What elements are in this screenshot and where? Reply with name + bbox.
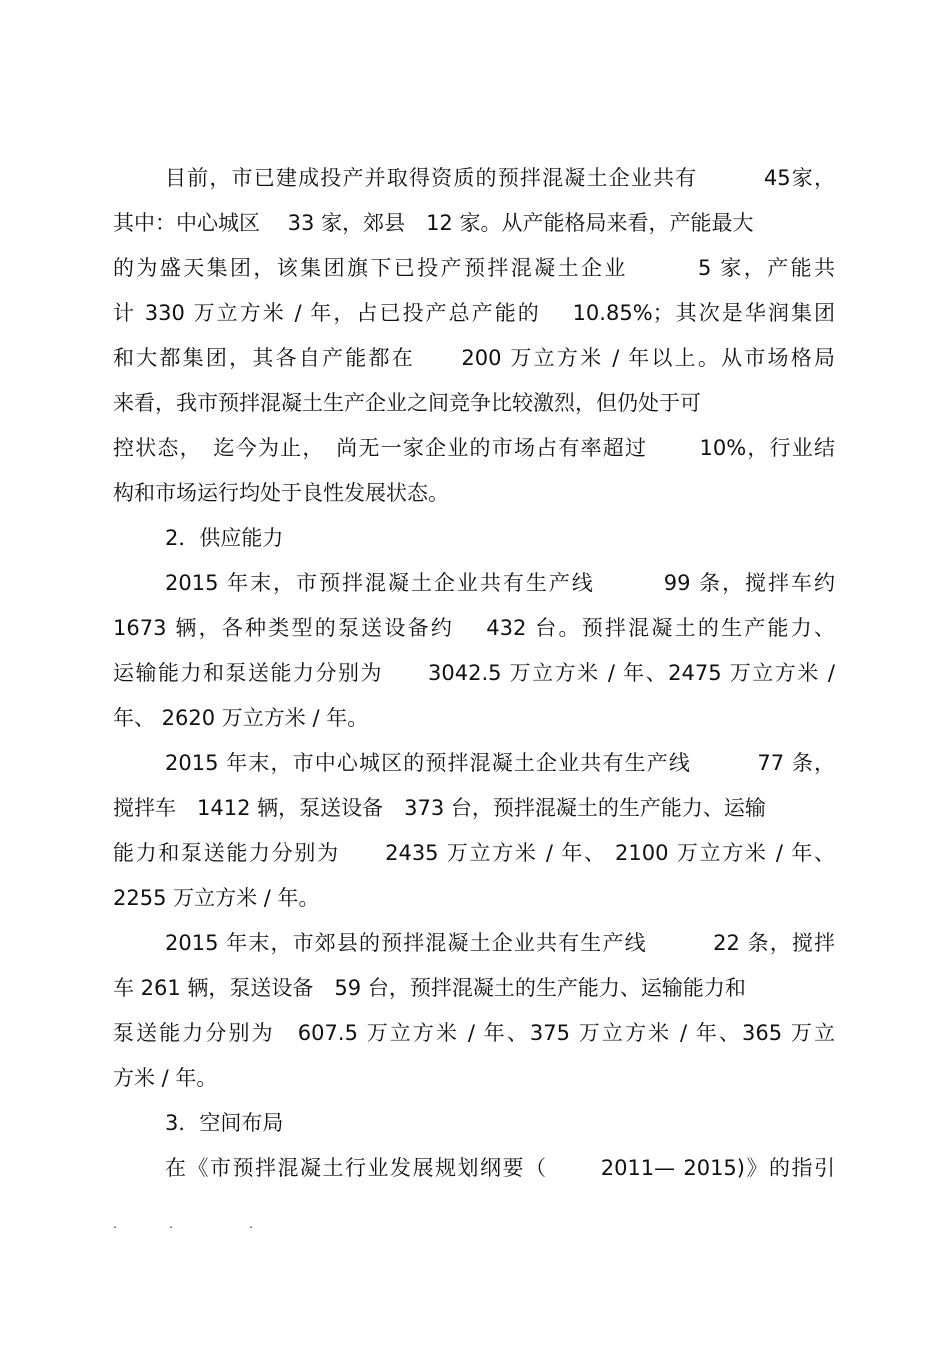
paragraph-line: 运输能力和泵送能力分别为 3042.5 万立方米 / 年、2475 万立方米 / [113,661,835,685]
footer-mark: . [249,1217,253,1231]
paragraph-line: 2015 年末，市预拌混凝土企业共有生产线 99 条，搅拌车约 [165,571,835,595]
paragraph-line: 2015 年末，市郊县的预拌混凝土企业共有生产线 22 条，搅拌 [165,931,835,955]
section-heading-spatial-layout: 3．空间布局 [165,1111,284,1135]
paragraph-line: 计 330 万立方米 / 年，占已投产总产能的 10.85%；其次是华润集团 [113,301,835,325]
paragraph-line: 搅拌车 1412 辆，泵送设备 373 台，预拌混凝土的生产能力、运输 [113,796,766,820]
paragraph-line: 方米 / 年。 [113,1066,218,1090]
paragraph-line: 1673 辆，各种类型的泵送设备约 432 台。预拌混凝土的生产能力、 [113,616,835,640]
paragraph-line: 目前，市已建成投产并取得资质的预拌混凝土企业共有 45家， [165,166,835,190]
paragraph-line: 年、 2620 万立方米 / 年。 [113,706,369,730]
paragraph-line: 和大都集团，其各自产能都在 200 万立方米 / 年以上。从市场格局 [113,346,835,370]
footer-marks [113,1218,263,1230]
paragraph-line: 2255 万立方米 / 年。 [113,886,320,910]
paragraph-line: 在《市预拌混凝土行业发展规划纲要（ 2011— 2015)》的指引 [165,1156,835,1180]
paragraph-line: 构和市场运行均处于良性发展状态。 [113,481,449,505]
paragraph-line: 控状态， 迄今为止， 尚无一家企业的市场占有率超过 10%，行业结 [113,436,835,460]
paragraph-line: 其中：中心城区 33 家，郊县 12 家。从产能格局来看，产能最大 [113,211,754,235]
paragraph-line: 能力和泵送能力分别为 2435 万立方米 / 年、 2100 万立方米 / 年、 [113,841,835,865]
footer-mark: . [113,1217,117,1231]
footer-mark: . [169,1217,173,1231]
paragraph-line: 2015 年末，市中心城区的预拌混凝土企业共有生产线 77 条， [165,751,835,775]
paragraph-line: 车 261 辆，泵送设备 59 台，预拌混凝土的生产能力、运输能力和 [113,976,746,1000]
section-heading-supply-capacity: 2．供应能力 [165,526,284,550]
paragraph-line: 的为盛天集团，该集团旗下已投产预拌混凝土企业 5 家，产能共 [113,256,835,280]
paragraph-line: 泵送能力分别为 607.5 万立方米 / 年、375 万立方米 / 年、365 万立 [113,1021,835,1045]
paragraph-line: 来看，我市预拌混凝土生产企业之间竞争比较激烈，但仍处于可 [113,391,701,415]
